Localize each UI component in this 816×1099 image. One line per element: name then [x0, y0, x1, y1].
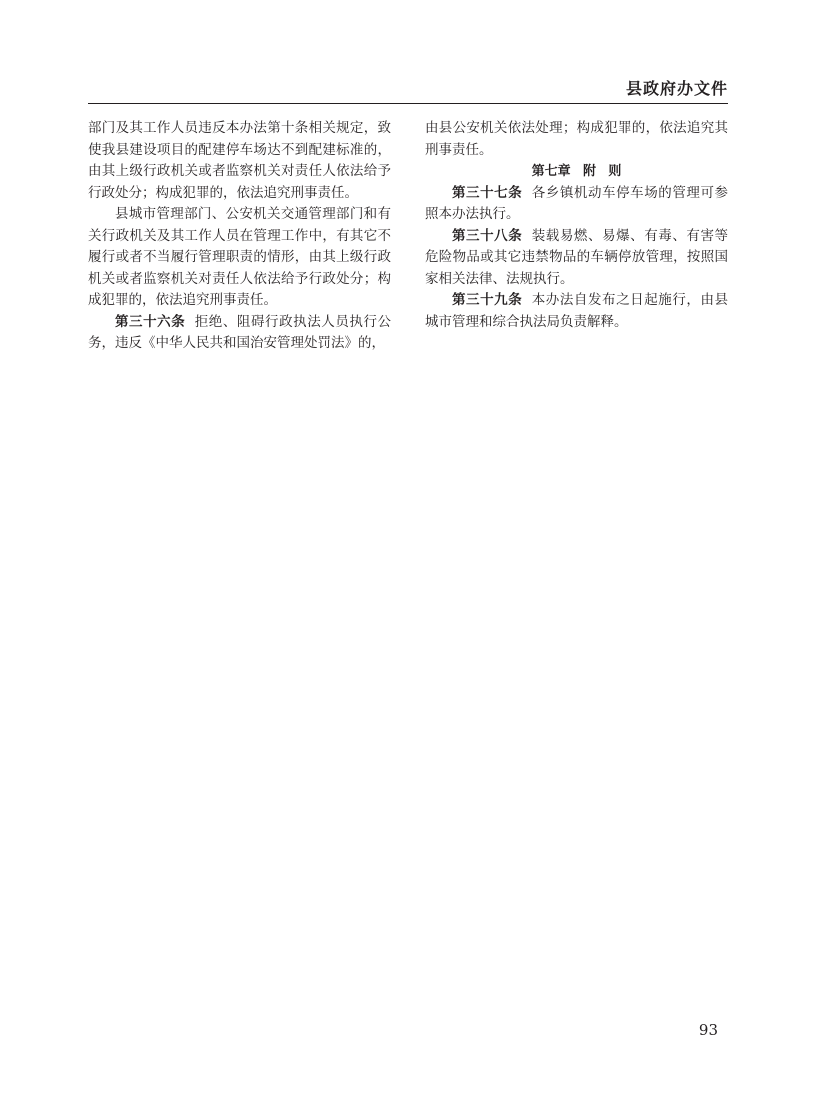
right-column [425, 118, 728, 333]
chapter-heading: 第七章 附 则 [531, 164, 622, 179]
article-text: 各乡镇机动车停车场的管理可参照本办法执行。 [425, 184, 729, 222]
article-38 [425, 226, 728, 291]
article-36 [88, 312, 391, 355]
article-text: 装载易燃、易爆、有毒、有害等危险物品或其它违禁物品的车辆停放管理，按照国家相关法律、法规执行。 [425, 227, 729, 287]
article-number: 第三十六条 [115, 313, 186, 330]
article-number: 第三十九条 [452, 292, 523, 308]
paragraph-continued [425, 118, 728, 161]
article-number: 第三十八条 [452, 227, 523, 244]
article-39 [425, 290, 728, 333]
paragraph-continued [88, 118, 391, 204]
page-number: 93 [698, 1021, 718, 1039]
article-text: 本办法自发布之日起施行，由县城市管理和综合执法局负责解释。 [425, 292, 729, 330]
paragraph-text: 由县公安机关依法处理；构成犯罪的，依法追究其刑事责任。 [425, 120, 728, 158]
article-37 [425, 183, 728, 226]
header-rule [88, 103, 728, 104]
paragraph-text: 县城市管理部门、公安机关交通管理部门和有关行政机关及其工作人员在管理工作中，有其它不履行或者不当履行管理职责的情形，由其上级行政机关或者监察机关对责任人依法给予行政处分；构成犯罪的，依法追究刑事责任。 [88, 206, 391, 308]
left-column [88, 118, 391, 355]
article-text: 拒绝、阻碍行政执法人员执行公务，违反《中华人民共和国治安管理处罚法》的， [88, 313, 392, 351]
paragraph-text: 部门及其工作人员违反本办法第十条相关规定，致使我县建设项目的配建停车场达不到配建标准的，由其上级行政机关或者监察机关对责任人依法给予行政处分；构成犯罪的，依法追究刑事责任。 [88, 120, 391, 201]
header-title: 县政府办文件 [625, 79, 728, 98]
paragraph [88, 204, 391, 312]
article-number: 第三十七条 [452, 184, 523, 201]
